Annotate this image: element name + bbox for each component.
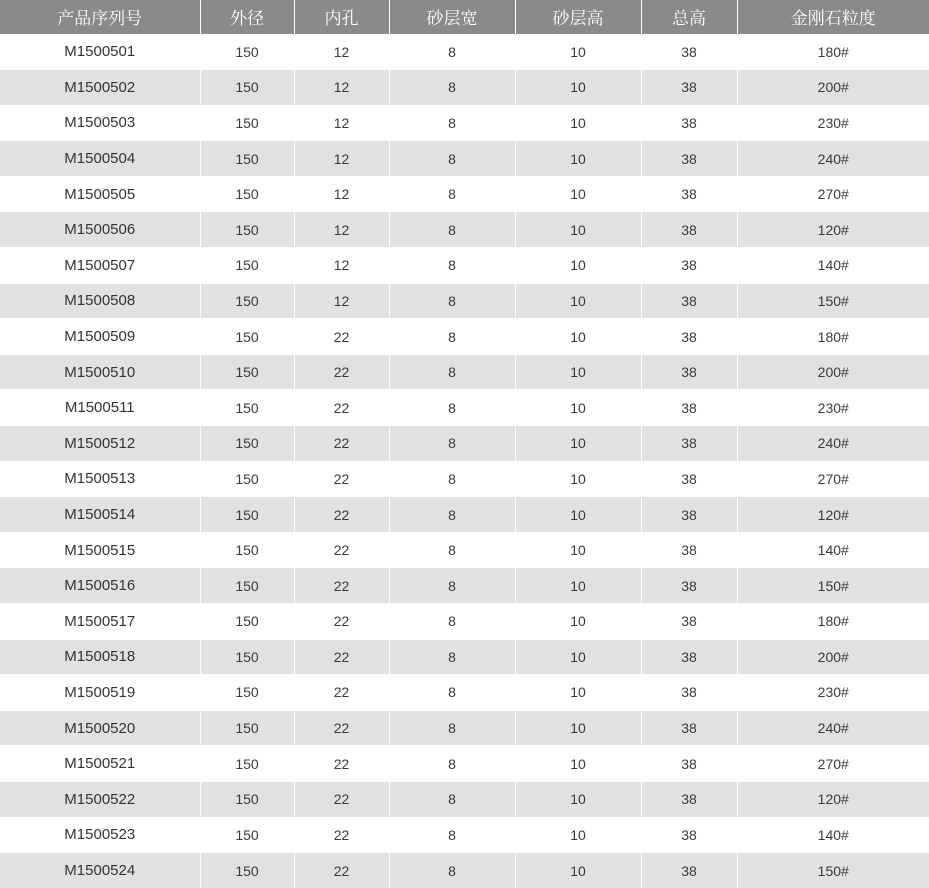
cell-serial-number: M1500507 <box>0 248 200 284</box>
table-row <box>0 639 929 675</box>
table-row <box>0 354 929 390</box>
cell-diamond-grit: 140# <box>737 817 929 853</box>
cell-diamond-grit: 140# <box>737 248 929 284</box>
cell-inner-hole: 22 <box>294 604 389 640</box>
cell-diamond-grit: 180# <box>737 604 929 640</box>
table-row <box>0 426 929 462</box>
table-row <box>0 532 929 568</box>
table-row <box>0 390 929 426</box>
cell-inner-hole: 22 <box>294 639 389 675</box>
table-body <box>0 34 929 888</box>
cell-total-height: 38 <box>641 390 737 426</box>
cell-serial-number: M1500516 <box>0 568 200 604</box>
cell-outer-diameter: 150 <box>200 34 294 70</box>
cell-serial-number: M1500508 <box>0 283 200 319</box>
cell-abrasive-width: 8 <box>389 34 515 70</box>
table-row <box>0 70 929 106</box>
table-row <box>0 568 929 604</box>
table-row <box>0 105 929 141</box>
cell-outer-diameter: 150 <box>200 710 294 746</box>
cell-total-height: 38 <box>641 781 737 817</box>
cell-inner-hole: 12 <box>294 105 389 141</box>
cell-total-height: 38 <box>641 639 737 675</box>
cell-total-height: 38 <box>641 212 737 248</box>
cell-abrasive-height: 10 <box>515 532 641 568</box>
cell-diamond-grit: 240# <box>737 426 929 462</box>
cell-diamond-grit: 120# <box>737 781 929 817</box>
cell-abrasive-width: 8 <box>389 141 515 177</box>
cell-inner-hole: 22 <box>294 461 389 497</box>
cell-total-height: 38 <box>641 283 737 319</box>
table-row <box>0 248 929 284</box>
cell-outer-diameter: 150 <box>200 639 294 675</box>
header-total-height: 总高 <box>641 0 737 34</box>
cell-inner-hole: 22 <box>294 354 389 390</box>
cell-serial-number: M1500512 <box>0 426 200 462</box>
cell-serial-number: M1500501 <box>0 34 200 70</box>
cell-total-height: 38 <box>641 248 737 284</box>
cell-abrasive-width: 8 <box>389 497 515 533</box>
cell-serial-number: M1500503 <box>0 105 200 141</box>
cell-total-height: 38 <box>641 853 737 888</box>
cell-inner-hole: 22 <box>294 781 389 817</box>
cell-serial-number: M1500518 <box>0 639 200 675</box>
cell-outer-diameter: 150 <box>200 817 294 853</box>
cell-serial-number: M1500509 <box>0 319 200 355</box>
header-serial-number: 产品序列号 <box>0 0 200 34</box>
header-row <box>0 0 929 34</box>
cell-abrasive-height: 10 <box>515 746 641 782</box>
cell-abrasive-width: 8 <box>389 746 515 782</box>
cell-abrasive-width: 8 <box>389 283 515 319</box>
cell-inner-hole: 22 <box>294 319 389 355</box>
table-row <box>0 34 929 70</box>
table-row <box>0 461 929 497</box>
cell-abrasive-height: 10 <box>515 675 641 711</box>
cell-abrasive-height: 10 <box>515 426 641 462</box>
cell-outer-diameter: 150 <box>200 781 294 817</box>
cell-abrasive-height: 10 <box>515 354 641 390</box>
cell-diamond-grit: 180# <box>737 34 929 70</box>
cell-outer-diameter: 150 <box>200 141 294 177</box>
cell-diamond-grit: 240# <box>737 141 929 177</box>
cell-abrasive-width: 8 <box>389 390 515 426</box>
cell-abrasive-height: 10 <box>515 319 641 355</box>
header-diamond-grit: 金刚石粒度 <box>790 9 876 30</box>
cell-diamond-grit: 120# <box>737 212 929 248</box>
cell-inner-hole: 22 <box>294 853 389 888</box>
cell-outer-diameter: 150 <box>200 675 294 711</box>
cell-inner-hole: 12 <box>294 141 389 177</box>
cell-inner-hole: 12 <box>294 248 389 284</box>
cell-inner-hole: 22 <box>294 817 389 853</box>
cell-diamond-grit: 150# <box>737 283 929 319</box>
table-row <box>0 283 929 319</box>
table-row <box>0 781 929 817</box>
cell-outer-diameter: 150 <box>200 319 294 355</box>
cell-serial-number: M1500513 <box>0 461 200 497</box>
cell-abrasive-height: 10 <box>515 781 641 817</box>
cell-total-height: 38 <box>641 746 737 782</box>
cell-total-height: 38 <box>641 817 737 853</box>
cell-outer-diameter: 150 <box>200 248 294 284</box>
cell-inner-hole: 22 <box>294 746 389 782</box>
cell-abrasive-width: 8 <box>389 817 515 853</box>
table-row <box>0 675 929 711</box>
cell-serial-number: M1500510 <box>0 354 200 390</box>
cell-abrasive-height: 10 <box>515 141 641 177</box>
cell-diamond-grit: 150# <box>737 568 929 604</box>
cell-abrasive-width: 8 <box>389 354 515 390</box>
cell-total-height: 38 <box>641 497 737 533</box>
cell-serial-number: M1500515 <box>0 532 200 568</box>
cell-serial-number: M1500502 <box>0 70 200 106</box>
cell-diamond-grit: 230# <box>737 390 929 426</box>
cell-serial-number: M1500519 <box>0 675 200 711</box>
cell-abrasive-height: 10 <box>515 105 641 141</box>
cell-abrasive-width: 8 <box>389 105 515 141</box>
cell-serial-number: M1500521 <box>0 746 200 782</box>
cell-serial-number: M1500524 <box>0 853 200 888</box>
cell-diamond-grit: 240# <box>737 710 929 746</box>
cell-inner-hole: 22 <box>294 390 389 426</box>
table-row <box>0 176 929 212</box>
cell-total-height: 38 <box>641 604 737 640</box>
cell-inner-hole: 22 <box>294 532 389 568</box>
cell-abrasive-width: 8 <box>389 426 515 462</box>
cell-total-height: 38 <box>641 105 737 141</box>
cell-total-height: 38 <box>641 354 737 390</box>
cell-outer-diameter: 150 <box>200 70 294 106</box>
cell-abrasive-width: 8 <box>389 532 515 568</box>
cell-abrasive-width: 8 <box>389 461 515 497</box>
header-abrasive-width: 砂层宽 <box>389 0 515 34</box>
cell-abrasive-width: 8 <box>389 248 515 284</box>
cell-abrasive-width: 8 <box>389 70 515 106</box>
cell-total-height: 38 <box>641 319 737 355</box>
cell-outer-diameter: 150 <box>200 426 294 462</box>
cell-total-height: 38 <box>641 675 737 711</box>
cell-serial-number: M1500522 <box>0 781 200 817</box>
cell-diamond-grit: 200# <box>737 70 929 106</box>
cell-abrasive-height: 10 <box>515 639 641 675</box>
cell-serial-number: M1500517 <box>0 604 200 640</box>
cell-outer-diameter: 150 <box>200 746 294 782</box>
cell-total-height: 38 <box>641 532 737 568</box>
cell-inner-hole: 22 <box>294 710 389 746</box>
cell-total-height: 38 <box>641 426 737 462</box>
table-row <box>0 212 929 248</box>
cell-abrasive-height: 10 <box>515 853 641 888</box>
cell-outer-diameter: 150 <box>200 354 294 390</box>
cell-inner-hole: 12 <box>294 283 389 319</box>
cell-abrasive-height: 10 <box>515 604 641 640</box>
cell-total-height: 38 <box>641 34 737 70</box>
cell-outer-diameter: 150 <box>200 212 294 248</box>
cell-serial-number: M1500520 <box>0 710 200 746</box>
cell-abrasive-width: 8 <box>389 710 515 746</box>
table-row <box>0 710 929 746</box>
cell-inner-hole: 12 <box>294 70 389 106</box>
cell-outer-diameter: 150 <box>200 390 294 426</box>
cell-diamond-grit: 230# <box>737 675 929 711</box>
cell-outer-diameter: 150 <box>200 568 294 604</box>
cell-abrasive-height: 10 <box>515 283 641 319</box>
cell-abrasive-width: 8 <box>389 319 515 355</box>
table-row <box>0 853 929 888</box>
cell-diamond-grit: 230# <box>737 105 929 141</box>
cell-abrasive-width: 8 <box>389 212 515 248</box>
cell-abrasive-height: 10 <box>515 710 641 746</box>
header-outer-diameter: 外径 <box>200 0 294 34</box>
cell-outer-diameter: 150 <box>200 853 294 888</box>
cell-abrasive-height: 10 <box>515 497 641 533</box>
table-row <box>0 141 929 177</box>
cell-abrasive-height: 10 <box>515 70 641 106</box>
cell-serial-number: M1500506 <box>0 212 200 248</box>
cell-outer-diameter: 150 <box>200 461 294 497</box>
cell-serial-number: M1500511 <box>0 390 200 426</box>
cell-outer-diameter: 150 <box>200 497 294 533</box>
cell-total-height: 38 <box>641 710 737 746</box>
table-row <box>0 319 929 355</box>
cell-abrasive-height: 10 <box>515 568 641 604</box>
cell-abrasive-width: 8 <box>389 176 515 212</box>
table-row <box>0 604 929 640</box>
cell-abrasive-height: 10 <box>515 461 641 497</box>
cell-inner-hole: 12 <box>294 34 389 70</box>
cell-abrasive-height: 10 <box>515 34 641 70</box>
cell-inner-hole: 22 <box>294 426 389 462</box>
cell-diamond-grit: 270# <box>737 176 929 212</box>
cell-abrasive-height: 10 <box>515 390 641 426</box>
table-row <box>0 817 929 853</box>
cell-inner-hole: 22 <box>294 675 389 711</box>
cell-abrasive-height: 10 <box>515 817 641 853</box>
cell-outer-diameter: 150 <box>200 532 294 568</box>
header-abrasive-height: 砂层高 <box>515 0 641 34</box>
cell-abrasive-width: 8 <box>389 639 515 675</box>
table-row <box>0 746 929 782</box>
cell-outer-diameter: 150 <box>200 105 294 141</box>
cell-diamond-grit: 120# <box>737 497 929 533</box>
cell-abrasive-width: 8 <box>389 675 515 711</box>
cell-total-height: 38 <box>641 141 737 177</box>
cell-outer-diameter: 150 <box>200 604 294 640</box>
cell-abrasive-width: 8 <box>389 568 515 604</box>
cell-serial-number: M1500504 <box>0 141 200 177</box>
cell-diamond-grit: 180# <box>737 319 929 355</box>
cell-abrasive-height: 10 <box>515 212 641 248</box>
cell-inner-hole: 12 <box>294 176 389 212</box>
cell-serial-number: M1500505 <box>0 176 200 212</box>
cell-diamond-grit: 270# <box>737 746 929 782</box>
table-header <box>0 0 929 34</box>
cell-outer-diameter: 150 <box>200 176 294 212</box>
cell-total-height: 38 <box>641 568 737 604</box>
cell-total-height: 38 <box>641 461 737 497</box>
table-row <box>0 497 929 533</box>
cell-inner-hole: 22 <box>294 497 389 533</box>
cell-inner-hole: 12 <box>294 212 389 248</box>
cell-inner-hole: 22 <box>294 568 389 604</box>
cell-serial-number: M1500523 <box>0 817 200 853</box>
cell-outer-diameter: 150 <box>200 283 294 319</box>
cell-total-height: 38 <box>641 176 737 212</box>
cell-total-height: 38 <box>641 70 737 106</box>
cell-abrasive-width: 8 <box>389 853 515 888</box>
cell-abrasive-height: 10 <box>515 248 641 284</box>
cell-abrasive-width: 8 <box>389 781 515 817</box>
cell-abrasive-height: 10 <box>515 176 641 212</box>
cell-abrasive-width: 8 <box>389 604 515 640</box>
cell-diamond-grit: 150# <box>737 853 929 888</box>
cell-diamond-grit: 270# <box>737 461 929 497</box>
cell-serial-number: M1500514 <box>0 497 200 533</box>
cell-diamond-grit: 200# <box>737 639 929 675</box>
cell-diamond-grit: 200# <box>737 354 929 390</box>
header-inner-hole: 内孔 <box>294 0 389 34</box>
cell-diamond-grit: 140# <box>737 532 929 568</box>
